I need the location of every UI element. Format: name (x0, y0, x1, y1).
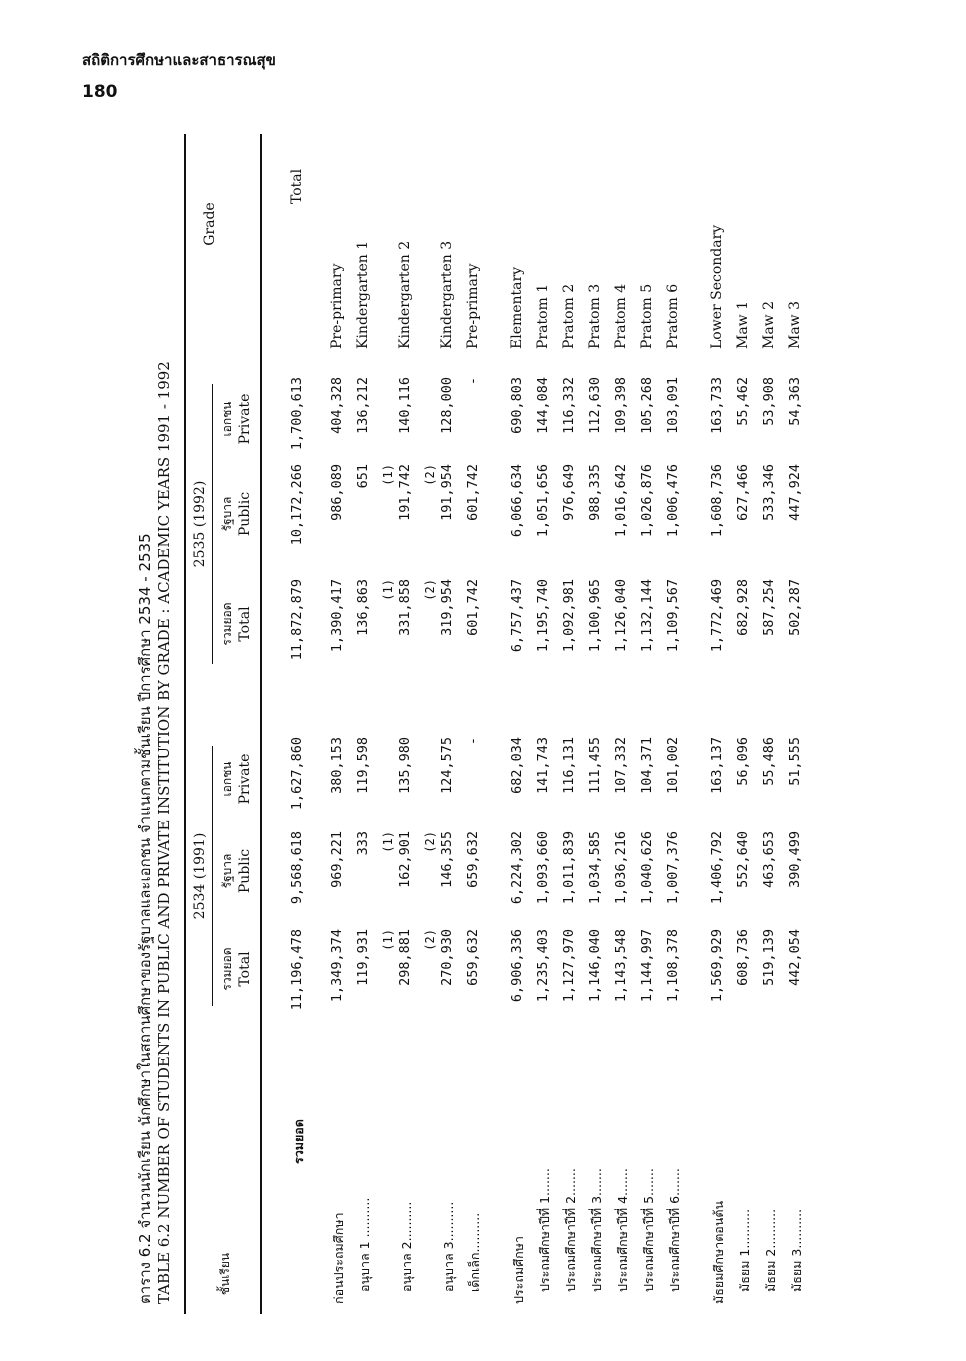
row-label-english: Lower Secondary (709, 224, 725, 349)
cell-value: 651 (355, 464, 371, 489)
cell-value: 112,630 (587, 377, 603, 434)
cell-value: 380,153 (329, 737, 345, 794)
cell-value: 659,632 (465, 831, 481, 888)
row-label-english: Pratom 6 (665, 283, 681, 349)
cell-value: 1,100,965 (587, 579, 603, 653)
cell-value: 1,040,626 (639, 831, 655, 905)
table-row (636, 134, 660, 1314)
cell-value: 119,598 (355, 737, 371, 794)
cell-value: 101,002 (665, 737, 681, 794)
cell-value: 135,980 (397, 737, 413, 794)
cell-value: 1,772,469 (709, 579, 725, 653)
cell-value: 6,906,336 (509, 929, 525, 1003)
row-label-english: Pratom 2 (561, 283, 577, 349)
cell-value: 988,335 (587, 464, 603, 521)
cell-value: 1,036,216 (613, 831, 629, 905)
cell-value: 140,116 (397, 377, 413, 434)
cell-value: 682,928 (735, 579, 751, 636)
row-label-english: Pratom 5 (639, 283, 655, 349)
cell-value: 6,066,634 (509, 464, 525, 538)
cell-value: 11,872,879 (289, 579, 305, 661)
cell-value: 103,091 (665, 377, 681, 434)
row-label-english: Pre-primary (465, 263, 481, 349)
header-grade-thai: ชั้นเรียน (218, 1252, 232, 1296)
year-1991-rule (212, 746, 213, 1006)
row-label-english: Pre-primary (329, 263, 345, 349)
cell-value: - (465, 737, 481, 746)
top-rule (184, 134, 186, 1314)
caption-english: TABLE 6.2 NUMBER OF STUDENTS IN PUBLIC AND PRIVATE INSTITUTION BY GRADE : ACADEMIC YEARS 1991 - 1992 (155, 361, 173, 1304)
table-row (558, 134, 582, 1314)
cell-value: 552,640 (735, 831, 751, 888)
cell-value: 53,908 (761, 377, 777, 426)
row-label-thai: มัธยม 3.......... (789, 1208, 804, 1292)
cell-value: - (465, 377, 481, 386)
cell-value: 1,007,376 (665, 831, 681, 905)
cell-value: 442,054 (787, 929, 803, 986)
cell-value: 1,092,981 (561, 579, 577, 653)
cell-value: 298,881 (397, 929, 413, 986)
running-head: สถิติการศึกษาและสาธารณสุข (82, 51, 276, 69)
table-row (784, 134, 808, 1314)
cell-value: 191,742 (397, 464, 413, 521)
header-public-1992: รัฐบาล Public (220, 491, 253, 537)
cell-value: 191,954 (439, 464, 455, 521)
row-label-english: Elementary (509, 266, 525, 349)
cell-value: 976,649 (561, 464, 577, 521)
cell-value: 1,195,740 (535, 579, 551, 653)
cell-value: (1) (381, 579, 395, 601)
cell-value: 107,332 (613, 737, 629, 794)
cell-value: 1,143,548 (613, 929, 629, 1003)
cell-value: 104,371 (639, 737, 655, 794)
row-label-thai: ประถมศึกษาปีที่ 5....... (641, 1168, 656, 1292)
cell-value: 627,466 (735, 464, 751, 521)
cell-value: 55,486 (761, 737, 777, 786)
cell-value: 463,653 (761, 831, 777, 888)
table-row (758, 134, 782, 1314)
cell-value: 601,742 (465, 464, 481, 521)
cell-value: 1,051,656 (535, 464, 551, 538)
table-row (584, 134, 608, 1314)
cell-value: 319,954 (439, 579, 455, 636)
cell-value: 502,287 (787, 579, 803, 636)
cell-value: (1) (381, 929, 395, 951)
cell-value: 141,743 (535, 737, 551, 794)
cell-value: 447,924 (787, 464, 803, 521)
row-label-english: Maw 2 (761, 300, 777, 349)
row-label-english: Kindergarten 3 (439, 240, 455, 349)
cell-value: 1,132,144 (639, 579, 655, 653)
cell-value: 601,742 (465, 579, 481, 636)
cell-value: 119,931 (355, 929, 371, 986)
cell-value: 608,736 (735, 929, 751, 986)
cell-value: 1,349,374 (329, 929, 345, 1003)
row-label-thai: ประถมศึกษาปีที่ 2....... (563, 1168, 578, 1292)
cell-value: 333 (355, 831, 371, 856)
header-private-1992: เอกชน Private (220, 393, 253, 445)
table-row (532, 134, 556, 1314)
cell-value: 1,146,040 (587, 929, 603, 1003)
cell-value: 519,139 (761, 929, 777, 986)
cell-value: 533,346 (761, 464, 777, 521)
table-row (326, 134, 350, 1314)
row-label-thai: ประถมศึกษาปีที่ 4....... (615, 1168, 630, 1292)
cell-value: 1,144,997 (639, 929, 655, 1003)
cell-value: 270,930 (439, 929, 455, 986)
cell-value: 331,858 (397, 579, 413, 636)
page-number: 180 (82, 82, 118, 102)
table-row (662, 134, 686, 1314)
cell-value: 55,462 (735, 377, 751, 426)
cell-value: 1,390,417 (329, 579, 345, 653)
cell-value: 163,733 (709, 377, 725, 434)
cell-value: 1,406,792 (709, 831, 725, 905)
table-row (610, 134, 634, 1314)
cell-value: 659,632 (465, 929, 481, 986)
cell-value: 1,016,642 (613, 464, 629, 538)
cell-value: 690,803 (509, 377, 525, 434)
row-label-thai: ประถมศึกษาปีที่ 6....... (667, 1168, 682, 1292)
row-label-english: Pratom 4 (613, 283, 629, 349)
row-label-thai: ประถมศึกษา (511, 1236, 526, 1304)
cell-value: 1,127,970 (561, 929, 577, 1003)
cell-value: 162,901 (397, 831, 413, 888)
row-label-thai: มัธยม 1.......... (737, 1208, 752, 1292)
cell-value: 56,096 (735, 737, 751, 786)
table-row (394, 134, 418, 1314)
cell-value: 109,398 (613, 377, 629, 434)
cell-value: 6,224,302 (509, 831, 525, 905)
cell-value: (2) (423, 579, 437, 601)
cell-value: 1,235,403 (535, 929, 551, 1003)
cell-value: 1,126,040 (613, 579, 629, 653)
cell-value: 587,254 (761, 579, 777, 636)
row-label-english: Pratom 1 (535, 283, 551, 349)
table-row (506, 134, 530, 1314)
cell-value: 1,108,378 (665, 929, 681, 1003)
cell-value: 54,363 (787, 377, 803, 426)
cell-value: 404,328 (329, 377, 345, 434)
cell-value: 136,212 (355, 377, 371, 434)
cell-value: 1,627,860 (289, 737, 305, 811)
cell-value: 116,332 (561, 377, 577, 434)
cell-value: 9,568,618 (289, 831, 305, 905)
cell-value: 163,137 (709, 737, 725, 794)
row-label-thai: ก่อนประถมศึกษา (331, 1212, 346, 1304)
cell-value: 136,863 (355, 579, 371, 636)
cell-value: (1) (381, 464, 395, 486)
cell-value: 144,084 (535, 377, 551, 434)
row-label-thai: อนุบาล 2.......... (399, 1201, 414, 1292)
cell-value: 124,575 (439, 737, 455, 794)
row-label-thai: เด็กเล็ก.......... (467, 1212, 482, 1292)
cell-value: 986,089 (329, 464, 345, 521)
row-label-thai: ประถมศึกษาปีที่ 3....... (589, 1168, 604, 1292)
cell-value: 682,034 (509, 737, 525, 794)
header-private-1991: เอกชน Private (220, 753, 253, 805)
cell-value: 1,700,613 (289, 377, 305, 451)
header-total-1992: รวมยอด Total (220, 602, 253, 646)
table-row (286, 134, 310, 1314)
cell-value: 6,757,437 (509, 579, 525, 653)
row-label-english: Pratom 3 (587, 283, 603, 349)
cell-value: 1,026,876 (639, 464, 655, 538)
row-label-thai: อนุบาล 3.......... (441, 1201, 456, 1292)
row-label-english: Kindergarten 2 (397, 240, 413, 349)
header-year-1991: 2534 (1991) (192, 832, 208, 920)
cell-value: 146,355 (439, 831, 455, 888)
row-label-english: Maw 1 (735, 300, 751, 349)
cell-value: 1,011,839 (561, 831, 577, 905)
row-label-thai: มัธยม 2.......... (763, 1208, 778, 1292)
cell-value: 390,499 (787, 831, 803, 888)
year-1992-rule (212, 384, 213, 664)
cell-value: 11,196,478 (289, 929, 305, 1011)
row-label-thai: อนุบาล 1 .......... (357, 1197, 372, 1292)
row-label-thai: รวมยอด (291, 1119, 306, 1164)
cell-value: 1,034,585 (587, 831, 603, 905)
cell-value: 1,006,476 (665, 464, 681, 538)
row-label-english: Kindergarten 1 (355, 240, 371, 349)
table-row (732, 134, 756, 1314)
cell-value: 10,172,266 (289, 464, 305, 546)
caption-thai: ตาราง 6.2 จำนวนนักเรียน นักศึกษาในสถานศึกษาของรัฐบาลและเอกชน จำแนกตามชั้นเรียน ปีการศึกษา 2534 - 2535 (136, 533, 154, 1304)
rotated-table (136, 134, 926, 1314)
cell-value: 969,221 (329, 831, 345, 888)
table-row (462, 134, 486, 1314)
cell-value: 51,555 (787, 737, 803, 786)
header-grade-english: Grade (202, 202, 218, 246)
table-caption (136, 361, 174, 1304)
cell-value: 111,455 (587, 737, 603, 794)
cell-value: (2) (423, 929, 437, 951)
header-year-1992: 2535 (1992) (192, 480, 208, 568)
cell-value: 1,608,736 (709, 464, 725, 538)
cell-value: 105,268 (639, 377, 655, 434)
cell-value: 1,093,660 (535, 831, 551, 905)
cell-value: 116,131 (561, 737, 577, 794)
cell-value: (2) (423, 464, 437, 486)
row-label-thai: มัธยมศึกษาตอนต้น (711, 1200, 726, 1304)
row-label-thai: ประถมศึกษาปีที่ 1....... (537, 1168, 552, 1292)
table-row (706, 134, 730, 1314)
cell-value: (1) (381, 831, 395, 853)
header-total-1991: รวมยอด Total (220, 947, 253, 991)
cell-value: (2) (423, 831, 437, 853)
row-label-english: Total (289, 168, 305, 204)
cell-value: 128,000 (439, 377, 455, 434)
table-row (352, 134, 376, 1314)
cell-value: 1,109,567 (665, 579, 681, 653)
row-label-english: Maw 3 (787, 300, 803, 349)
header-public-1991: รัฐบาล Public (220, 848, 253, 894)
header-rule (260, 134, 262, 1314)
cell-value: 1,569,929 (709, 929, 725, 1003)
table-row (436, 134, 460, 1314)
